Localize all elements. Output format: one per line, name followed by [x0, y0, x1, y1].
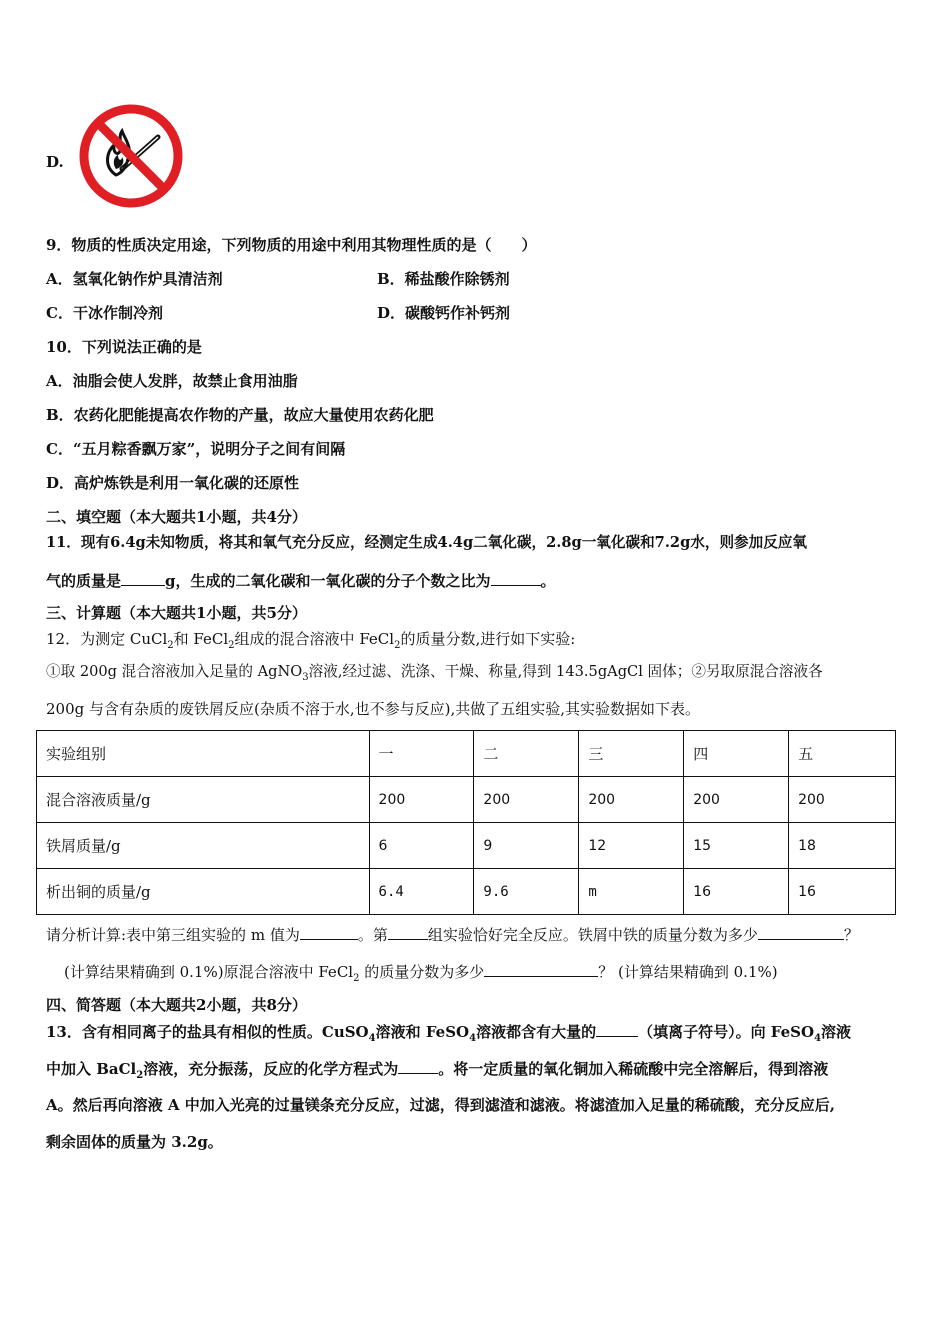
- q12-procedure-1: [46, 661, 823, 689]
- table-cell: 混合溶液质量/g: [37, 777, 370, 823]
- section-2-heading: 二、填空题（本大题共1小题，共4分）: [46, 508, 307, 526]
- q12-fecl2-fraction-blank[interactable]: [484, 960, 598, 977]
- q12-question-1-part-d: ？: [843, 926, 859, 944]
- table-cell: 200: [579, 777, 684, 823]
- q10-stem: 10．下列说法正确的是: [46, 338, 202, 356]
- subscript: 2: [353, 973, 360, 984]
- subscript: 4: [469, 1033, 477, 1044]
- q12-stem-part-3: 组成的混合溶液中 FeCl: [234, 630, 395, 648]
- subscript: 3: [302, 671, 309, 683]
- table-cell: 16: [789, 869, 896, 915]
- q13-line-2-part-a: 中加入 BaCl: [46, 1060, 137, 1078]
- q12-question-1-part-a: 请分析计算:表中第三组实验的 m 值为: [46, 926, 300, 944]
- table-cell: 实验组别: [37, 731, 370, 777]
- table-cell: 析出铜的质量/g: [37, 869, 370, 915]
- q12-procedure-1-part-a: ①取 200g 混合溶液加入足量的 AgNO: [46, 663, 303, 680]
- q9-option-b: B．稀盐酸作除锈剂: [377, 270, 510, 288]
- q9-option-a: A．氢氧化钠作炉具清洁剂: [46, 270, 223, 288]
- table-cell: 12: [579, 823, 684, 869]
- q10-option-b: B．农药化肥能提高农作物的产量，故应大量使用农药化肥: [46, 406, 434, 424]
- q13-line-2-part-b: 溶液，充分振荡，反应的化学方程式为: [143, 1060, 399, 1078]
- subscript: 2: [167, 640, 174, 651]
- q12-iron-fraction-blank[interactable]: [758, 923, 844, 940]
- table-cell: 9.6: [474, 869, 579, 915]
- q12-stem-part-1: 12．为测定 CuCl: [46, 630, 168, 648]
- q12-group-blank[interactable]: [388, 923, 428, 940]
- q12-question-1-part-b: 。第: [357, 926, 388, 944]
- q11-line-2: [46, 569, 556, 592]
- q12-question-2-part-c: ？ (计算结果精确到 0.1%): [598, 963, 778, 981]
- experiment-data-table: [36, 730, 896, 915]
- q9-option-d: D．碳酸钙作补钙剂: [377, 304, 511, 322]
- q12-question-2: [64, 960, 778, 990]
- q13-ion-symbol-blank[interactable]: [596, 1020, 638, 1037]
- table-cell: 6.4: [369, 869, 474, 915]
- q10-option-c: C．“五月粽香飘万家”，说明分子之间有间隔: [46, 440, 346, 458]
- q13-line-4: 剩余固体的质量为 3.2g。: [46, 1133, 223, 1151]
- q13-line-3: A。然后再向溶液 A 中加入光亮的过量镁条充分反应，过滤，得到滤渣和滤液。将滤渣加入足量的稀硫酸，充分反应后,: [46, 1096, 835, 1114]
- q12-question-2-part-b: 的质量分数为多少: [359, 963, 485, 981]
- section-3-heading: 三、计算题（本大题共1小题，共5分）: [46, 604, 307, 622]
- q13-line-1: [46, 1020, 851, 1050]
- table-cell: 200: [684, 777, 789, 823]
- q9-option-c: C．干冰作制冷剂: [46, 304, 163, 322]
- section-4-heading: 四、简答题（本大题共2小题，共8分）: [46, 996, 307, 1014]
- subscript: 4: [368, 1033, 376, 1044]
- q12-stem-part-4: 的质量分数,进行如下实验:: [400, 630, 576, 648]
- q13-line-2: [46, 1057, 828, 1087]
- q12-question-2-part-a: (计算结果精确到 0.1%)原混合溶液中 FeCl: [64, 963, 354, 981]
- subscript: 2: [136, 1070, 144, 1081]
- q9-stem: 9．物质的性质决定用途，下列物质的用途中利用其物理性质的是（ ）: [46, 236, 537, 254]
- q13-line-2-part-c: 。将一定质量的氧化铜加入稀硫酸中完全溶解后，得到溶液: [438, 1060, 829, 1078]
- q12-stem-part-2: 和 FeCl: [173, 630, 229, 648]
- q13-line-1-part-d: （填离子符号）。向 FeSO: [638, 1023, 815, 1041]
- subscript: 2: [394, 640, 401, 651]
- q11-text-c: 。: [540, 572, 556, 590]
- q8-option-d-label: D.: [46, 153, 64, 171]
- subscript: 4: [814, 1033, 822, 1044]
- q11-answer-blank-1[interactable]: [121, 569, 165, 586]
- no-open-flame-sign-icon: [76, 101, 186, 211]
- table-row: [37, 777, 896, 823]
- table-cell: 200: [789, 777, 896, 823]
- q13-line-1-part-a: 13．含有相同离子的盐具有相似的性质。CuSO: [46, 1023, 369, 1041]
- table-header-row: [37, 731, 896, 777]
- table-cell: 二: [474, 731, 579, 777]
- q12-stem: [46, 628, 575, 657]
- table-cell: 6: [369, 823, 474, 869]
- table-cell: m: [579, 869, 684, 915]
- q13-line-1-part-b: 溶液和 FeSO: [375, 1023, 470, 1041]
- q10-option-a: A．油脂会使人发胖，故禁止食用油脂: [46, 372, 298, 390]
- table-cell: 200: [474, 777, 579, 823]
- table-cell: 四: [684, 731, 789, 777]
- q11-text-b: g，生成的二氧化碳和一氧化碳的分子个数之比为: [165, 572, 491, 590]
- q11-answer-blank-2[interactable]: [491, 569, 541, 586]
- table-cell: 15: [684, 823, 789, 869]
- q12-procedure-2: 200g 与含有杂质的废铁屑反应(杂质不溶于水,也不参与反应),共做了五组实验,其实验数据如下表。: [46, 700, 701, 718]
- table-cell: 铁屑质量/g: [37, 823, 370, 869]
- q12-m-value-blank[interactable]: [300, 923, 358, 940]
- q12-question-1-part-c: 组实验恰好完全反应。铁屑中铁的质量分数为多少: [427, 926, 758, 944]
- q12-procedure-1-part-b: 溶液,经过滤、洗涤、干燥、称量,得到 143.5gAgCl 固体；②另取原混合溶液各: [308, 663, 823, 680]
- q11-text-a: 气的质量是: [46, 572, 122, 590]
- q13-line-1-part-c: 溶液都含有大量的: [476, 1023, 597, 1041]
- q13-line-1-part-e: 溶液: [821, 1023, 852, 1041]
- table-cell: 一: [369, 731, 474, 777]
- q11-line-1: 11．现有6.4g未知物质，将其和氧气充分反应，经测定生成4.4g二氧化碳，2.8g一氧化碳和7.2g水，则参加反应氧: [46, 534, 808, 551]
- table-cell: 16: [684, 869, 789, 915]
- table-row: [37, 823, 896, 869]
- q10-option-d: D．高炉炼铁是利用一氧化碳的还原性: [46, 474, 300, 492]
- table-cell: 五: [789, 731, 896, 777]
- q13-equation-blank[interactable]: [398, 1057, 438, 1074]
- q12-question-1: [46, 923, 859, 946]
- table-cell: 200: [369, 777, 474, 823]
- subscript: 2: [228, 640, 235, 651]
- table-cell: 三: [579, 731, 684, 777]
- table-cell: 18: [789, 823, 896, 869]
- table-cell: 9: [474, 823, 579, 869]
- table-row: [37, 869, 896, 915]
